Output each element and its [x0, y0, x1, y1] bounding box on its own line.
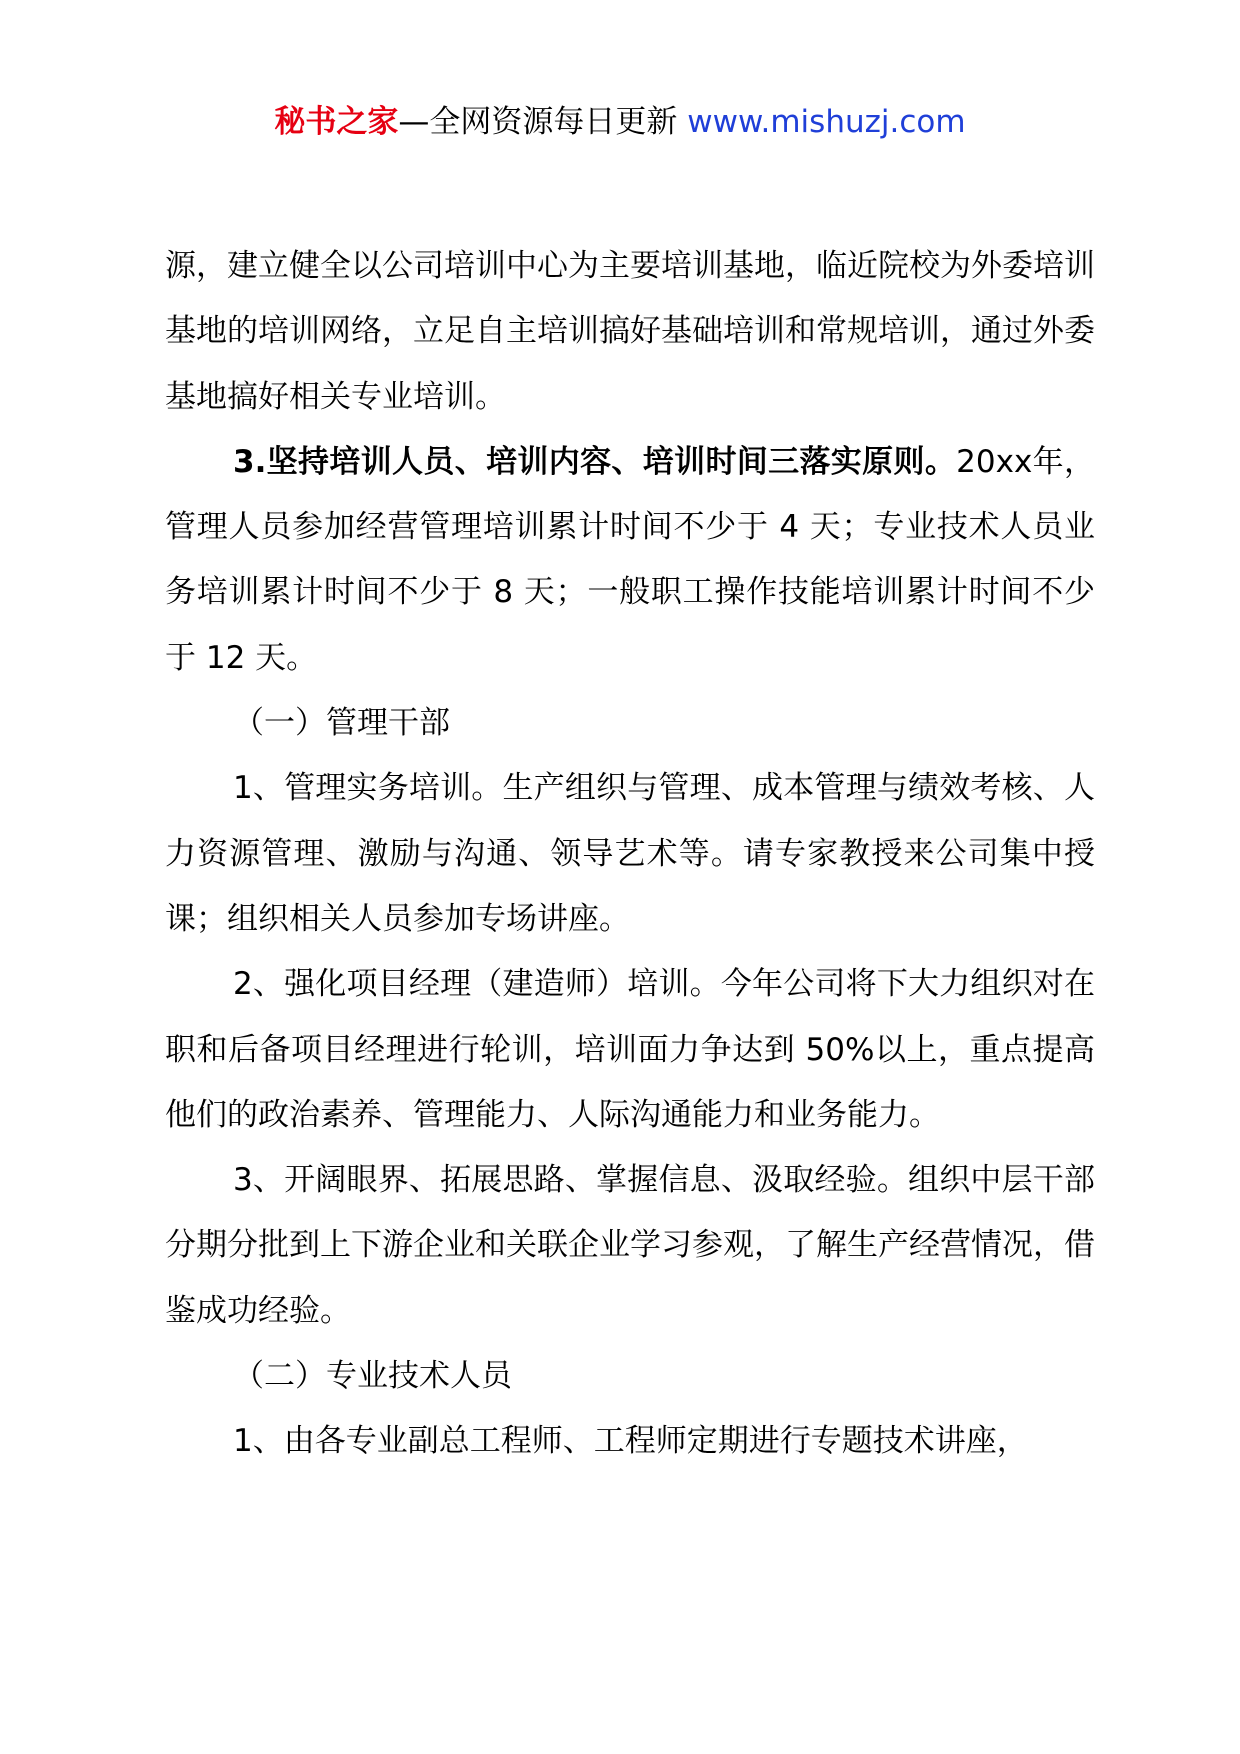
paragraph-text: 2、强化项目经理（建造师）培训。今年公司将下大力组织对在职和后备项目经理进行轮训，培训面力争达到 50%以上，重点提高他们的政治素养、管理能力、人际沟通能力和业务能力。: [165, 966, 1095, 1133]
paragraph-text: 3、开阔眼界、拓展思路、掌握信息、汲取经验。组织中层干部分期分批到上下游企业和关联企业学习参观，了解生产经营情况，借鉴成功经验。: [165, 1162, 1095, 1329]
section-heading-text: （二）专业技术人员: [233, 1358, 512, 1395]
section-heading-text: （一）管理干部: [233, 705, 450, 742]
paragraph-item-1: [165, 756, 1095, 952]
paragraph-continued: [165, 234, 1095, 430]
paragraph-text: 20xx年，管理人员参加经营管理培训累计时间不少于 4 天；专业技术人员业务培训累计时间不少于 8 天；一般职工操作技能培训累计时间不少于 12 天。: [165, 443, 1095, 676]
section-heading-management: [165, 691, 1095, 756]
site-brand: 秘书之家: [274, 104, 399, 140]
section-heading-technical: [165, 1344, 1095, 1409]
paragraph-item-2: [165, 952, 1095, 1148]
site-tagline: —全网资源每日更新: [398, 104, 678, 140]
paragraph-item-3: [165, 1148, 1095, 1344]
paragraph-principle-3: [165, 430, 1095, 691]
site-url-link[interactable]: www.mishuzj.com: [687, 104, 966, 140]
paragraph-text: 1、管理实务培训。生产组织与管理、成本管理与绩效考核、人力资源管理、激励与沟通、领导艺术等。请专家教授来公司集中授课；组织相关人员参加专场讲座。: [165, 770, 1095, 937]
paragraph-text: 源，建立健全以公司培训中心为主要培训基地，临近院校为外委培训基地的培训网络，立足自主培训搞好基础培训和常规培训，通过外委基地搞好相关专业培训。: [165, 248, 1095, 415]
document-body: [165, 234, 1095, 1475]
paragraph-item-1-technical: [165, 1409, 1095, 1474]
paragraph-text: 1、由各专业副总工程师、工程师定期进行专题技术讲座，: [233, 1423, 1028, 1460]
site-header: [0, 100, 1240, 144]
paragraph-lead: 3.坚持培训人员、培训内容、培训时间三落实原则。: [233, 443, 957, 480]
